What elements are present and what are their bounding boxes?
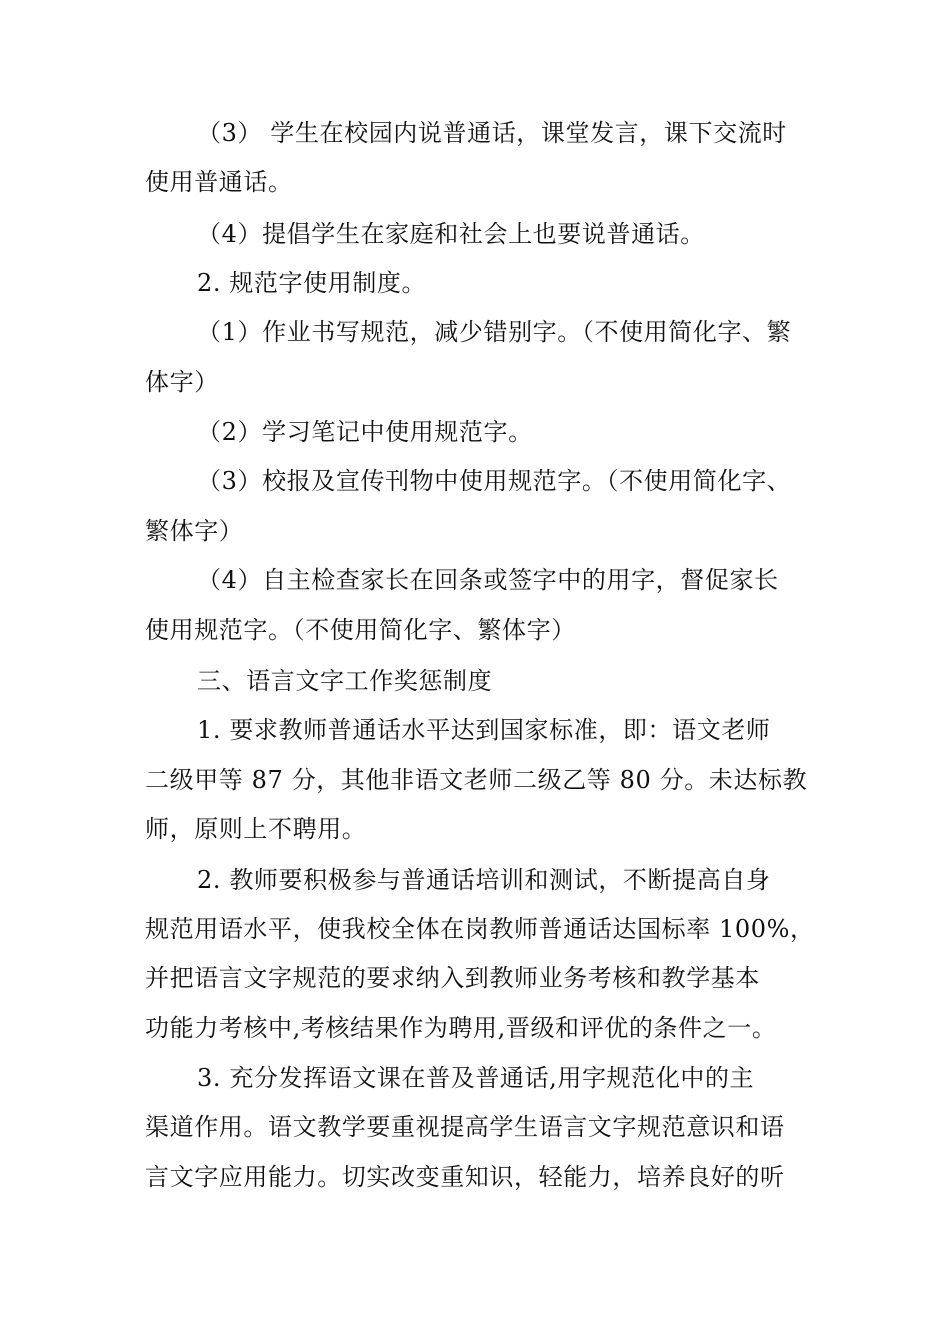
text-line: 使用普通话。 — [145, 168, 293, 196]
text-line: 2. 教师要积极参与普通话培训和测试，不断提高自身 — [197, 866, 771, 894]
section-heading: 三、语言文字工作奖惩制度 — [197, 667, 493, 695]
text-line: 3. 充分发挥语文课在普及普通话,用字规范化中的主 — [197, 1064, 755, 1092]
text-line: （2）学习笔记中使用规范字。 — [197, 418, 533, 446]
text-line: 并把语言文字规范的要求纳入到教师业务考核和教学基本 — [145, 964, 760, 992]
text-line: 繁体字） — [145, 517, 244, 545]
text-line: （4）自主检查家长在回条或签字中的用字，督促家长 — [197, 566, 779, 594]
text-line: 规范用语水平，使我校全体在岗教师普通话达国标率 100%， — [145, 915, 815, 943]
text-line: 体字） — [145, 368, 219, 396]
text-line: （1）作业书写规范，减少错别字。（不使用简化字、繁 — [197, 318, 792, 346]
document-page — [145, 0, 815, 1344]
text-line: 渠道作用。语文教学要重视提高学生语言文字规范意识和语 — [145, 1113, 785, 1141]
text-line: 使用规范字。（不使用简化字、繁体字） — [145, 616, 576, 644]
text-line: （4）提倡学生在家庭和社会上也要说普通话。 — [197, 220, 705, 248]
text-line: 功能力考核中,考核结果作为聘用,晋级和评优的条件之一。 — [145, 1014, 777, 1042]
section-heading: 2. 规范字使用制度。 — [197, 269, 427, 297]
text-line: 1. 要求教师普通话水平达到国家标准，即：语文老师 — [197, 716, 771, 744]
text-line: 二级甲等 87 分，其他非语文老师二级乙等 80 分。未达标教 — [145, 766, 808, 794]
text-line: （3）校报及宣传刊物中使用规范字。（不使用简化字、 — [197, 467, 792, 495]
text-line: 言文字应用能力。切实改变重知识，轻能力，培养良好的听 — [145, 1163, 785, 1191]
text-line: 师，原则上不聘用。 — [145, 815, 367, 843]
text-line: （3） 学生在校园内说普通话，课堂发言，课下交流时 — [197, 119, 787, 147]
